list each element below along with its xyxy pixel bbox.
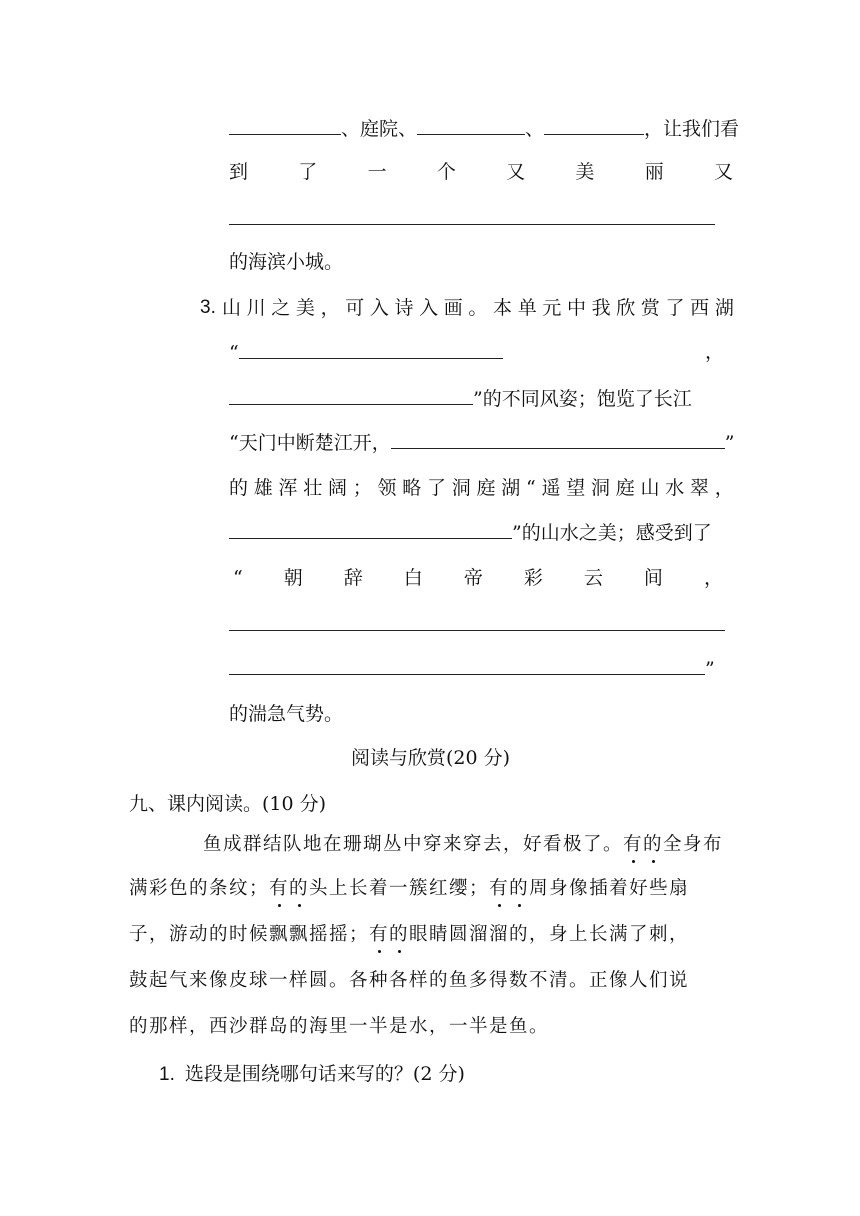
q3-line-1 xyxy=(222,296,734,320)
section-9-title xyxy=(129,792,326,817)
q2-text-sep: 、 xyxy=(525,118,545,140)
char: 庭 xyxy=(476,477,496,499)
char: 阔 xyxy=(328,477,348,499)
char: 入 xyxy=(369,297,389,319)
char: 个 xyxy=(436,161,456,183)
char: 望 xyxy=(566,477,586,499)
emphasis-youde xyxy=(489,878,529,899)
q3-line-7 xyxy=(233,566,723,590)
q2-text-let-us-see: ，让我们看 xyxy=(644,118,740,140)
char: 到 xyxy=(229,161,249,183)
char: 的 xyxy=(229,477,249,499)
char: 领 xyxy=(377,477,397,499)
answer-blank[interactable] xyxy=(229,656,705,675)
q3-line-8 xyxy=(229,612,725,637)
char: ； xyxy=(352,477,372,499)
answer-blank[interactable] xyxy=(229,520,512,539)
char: 山 xyxy=(640,477,660,499)
passage-text: 周身像插着好些扇 xyxy=(529,878,690,899)
q3-line-9 xyxy=(229,656,715,681)
char: 本 xyxy=(493,297,513,319)
char: 水 xyxy=(665,477,685,499)
char: 入 xyxy=(419,297,439,319)
char: 诗 xyxy=(394,297,414,319)
char: 浑 xyxy=(278,477,298,499)
char: 山 xyxy=(222,297,242,319)
question-1-text: 选段是围绕哪句话来写的？(2 分) xyxy=(184,1063,465,1085)
answer-blank[interactable] xyxy=(239,340,503,359)
char: 欣 xyxy=(616,297,636,319)
emphasis-char: 的 xyxy=(289,878,310,899)
char: ， xyxy=(703,567,723,589)
emphasis-char: 有 xyxy=(369,924,390,945)
q3-line-10: 的湍急气势。 xyxy=(229,703,344,725)
char: 白 xyxy=(403,567,423,589)
char: 雄 xyxy=(253,477,273,499)
char: 我 xyxy=(591,297,611,319)
char: 帝 xyxy=(463,567,483,589)
char: 了 xyxy=(665,297,685,319)
q3-line-3 xyxy=(229,386,692,411)
passage-text: 眼睛圆溜溜的，身上长满了刺， xyxy=(409,924,690,945)
char: “ xyxy=(233,567,243,589)
char: 彩 xyxy=(523,567,543,589)
q2-text-courtyard: 、庭院、 xyxy=(341,118,418,140)
emphasis-char: 有 xyxy=(489,878,510,899)
char: 赏 xyxy=(640,297,660,319)
answer-blank[interactable] xyxy=(229,206,715,225)
close-quote: ” xyxy=(705,658,715,680)
char: 湖 xyxy=(501,477,521,499)
answer-blank[interactable] xyxy=(229,612,725,631)
emphasis-youde xyxy=(623,834,663,855)
q3-line-6 xyxy=(229,520,712,545)
q2-line-2 xyxy=(229,160,733,184)
char: 翠 xyxy=(689,477,709,499)
char: 。 xyxy=(468,297,488,319)
char: ， xyxy=(320,297,340,319)
char: 湖 xyxy=(714,297,734,319)
passage-text: 头上长着一簇红缨； xyxy=(309,878,490,899)
q3-text-feel: ”的山水之美；感受到了 xyxy=(512,522,712,544)
emphasis-char: 的 xyxy=(643,834,664,855)
char: 之 xyxy=(271,297,291,319)
answer-blank[interactable] xyxy=(544,116,644,135)
char: 中 xyxy=(566,297,586,319)
answer-blank[interactable] xyxy=(391,430,725,449)
passage-line-4: 鼓起气来像皮球一样圆。各种各样的鱼多得数不清。正像人们说 xyxy=(129,970,690,991)
q3-line-2 xyxy=(229,340,503,365)
emphasis-char: 的 xyxy=(509,878,530,899)
char: 略 xyxy=(402,477,422,499)
q3-line-2-comma: ， xyxy=(705,341,725,363)
char: 了 xyxy=(298,161,318,183)
emphasis-youde xyxy=(269,878,309,899)
char: 单 xyxy=(517,297,537,319)
section-header-reading: 阅读与欣赏(20 分) xyxy=(351,747,511,769)
emphasis-youde xyxy=(369,924,409,945)
passage-line-3 xyxy=(129,923,689,947)
passage-text: 子，游动的时候飘飘摇摇； xyxy=(129,924,370,945)
q2-line-3 xyxy=(229,206,715,231)
char: 庭 xyxy=(615,477,635,499)
answer-blank[interactable] xyxy=(417,116,525,135)
question-1-number: 1. xyxy=(159,1064,175,1085)
answer-blank[interactable] xyxy=(229,116,341,135)
poem-line-tianmen: “天门中断楚江开， xyxy=(229,432,391,454)
open-quote: “ xyxy=(229,342,239,364)
question-1 xyxy=(159,1062,465,1087)
passage-text: 满彩色的条纹； xyxy=(129,878,270,899)
emphasis-char: 有 xyxy=(623,834,644,855)
char: 西 xyxy=(690,297,710,319)
char: 云 xyxy=(583,567,603,589)
char: 川 xyxy=(246,297,266,319)
char: 一 xyxy=(367,161,387,183)
char: 丽 xyxy=(644,161,664,183)
passage-line-2 xyxy=(129,877,689,901)
emphasis-char: 的 xyxy=(389,924,410,945)
q3-number: 3. xyxy=(200,297,216,318)
char: ， xyxy=(714,477,734,499)
char: 了 xyxy=(427,477,447,499)
char: 可 xyxy=(345,297,365,319)
char: 美 xyxy=(575,161,595,183)
char: 遥 xyxy=(541,477,561,499)
char: 洞 xyxy=(590,477,610,499)
char: 元 xyxy=(542,297,562,319)
passage-text: 全身布 xyxy=(663,834,724,855)
char: 朝 xyxy=(283,567,303,589)
answer-blank[interactable] xyxy=(229,386,473,405)
passage-line-5: 的那样，西沙群岛的海里一半是水，一半是鱼。 xyxy=(129,1016,550,1037)
emphasis-char: 有 xyxy=(269,878,290,899)
char: 辞 xyxy=(343,567,363,589)
q3-line-5 xyxy=(229,476,734,500)
char: 洞 xyxy=(451,477,471,499)
char: 间 xyxy=(643,567,663,589)
q2-line-1 xyxy=(229,116,739,141)
char: 壮 xyxy=(303,477,323,499)
passage-line-1 xyxy=(203,833,723,857)
q2-line-4: 的海滨小城。 xyxy=(229,251,344,273)
char: “ xyxy=(526,477,536,499)
char: 画 xyxy=(443,297,463,319)
section-9-label: 九、课内阅读。 xyxy=(129,794,263,815)
q3-text-west-lake: ”的不同风姿；饱览了长江 xyxy=(473,388,692,410)
char: 又 xyxy=(506,161,526,183)
char: 美 xyxy=(295,297,315,319)
q3-line-4 xyxy=(229,430,734,455)
section-9-score: (10 分) xyxy=(262,793,327,815)
char: 又 xyxy=(713,161,733,183)
close-quote: ” xyxy=(724,432,735,454)
passage-text: 鱼成群结队地在珊瑚丛中穿来穿去，好看极了。 xyxy=(203,834,624,855)
